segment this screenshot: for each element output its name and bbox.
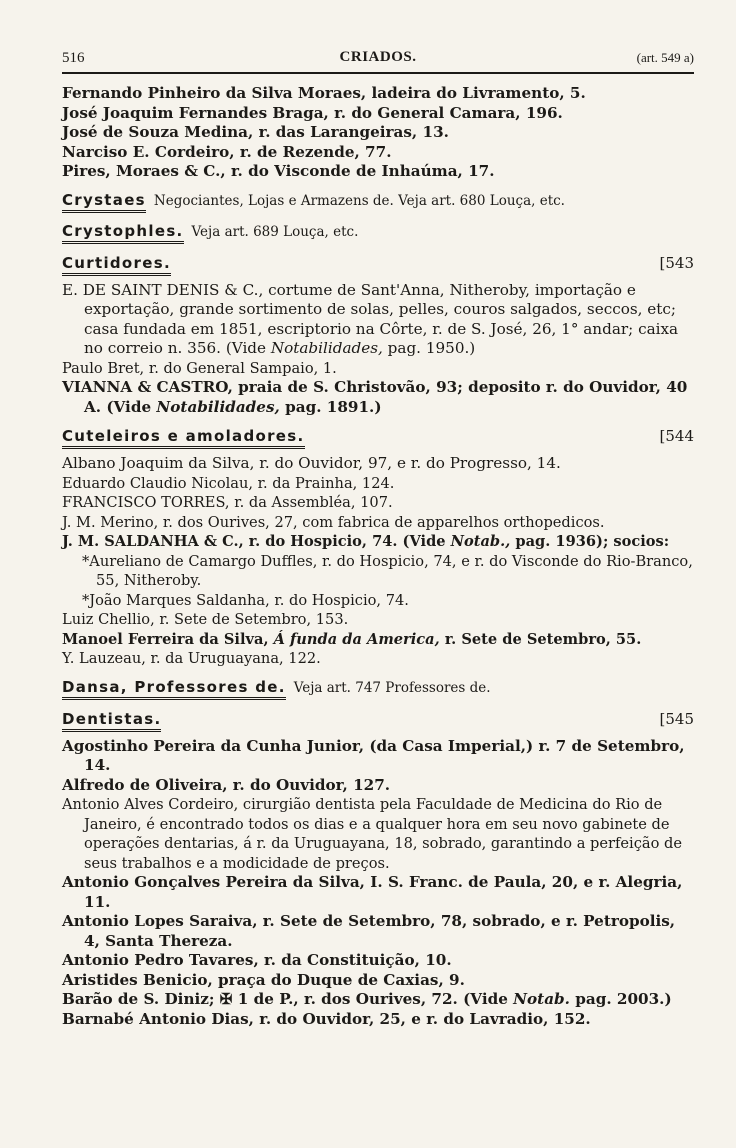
directory-content xyxy=(62,84,694,1029)
page-title: CRIADOS. xyxy=(339,49,417,65)
section-note: Veja art. 747 Professores de. xyxy=(293,679,491,696)
list-item: Antonio Gonçalves Pereira da Silva, I. S. Franc. de Paula, 20, e r. Alegria, 11. xyxy=(62,873,683,911)
list-item: Luiz Chellio, r. Sete de Setembro, 153. xyxy=(62,611,349,628)
section-number: [545 xyxy=(659,709,694,728)
section-crystophles xyxy=(62,223,694,244)
section-heading: Crystaes xyxy=(62,192,146,213)
section-heading: Dentistas. xyxy=(62,711,161,732)
list-item: Barnabé Antonio Dias, r. do Ouvidor, 25, e r. do Lavradio, 152. xyxy=(62,1009,591,1028)
list-item: Antonio Lopes Saraiva, r. Sete de Setembro, 78, sobrado, e r. Petropolis, 4, Santa Thereza. xyxy=(62,912,676,950)
list-item: Antonio Alves Cordeiro, cirurgião dentista pela Faculdade de Medicina do Rio de Janeiro, é encontrado todos os dias e a qualquer hora em seu novo gabinete de operações dentarias, á r. da Uruguayana, 18, sobrado, garantindo a perfeição de seus trabalhos e a modicidade de preços. xyxy=(62,796,682,872)
list-item: FRANCISCO TORRES, r. da Assembléa, 107. xyxy=(62,494,393,511)
section-dansa xyxy=(62,679,694,700)
list-item: Manoel Ferreira da Silva, Á funda da America, r. Sete de Setembro, 55. xyxy=(62,630,642,648)
section-curtidores xyxy=(62,254,694,276)
list-item: José Joaquim Fernandes Braga, r. do General Camara, 196. xyxy=(62,103,563,122)
list-item: Aristides Benicio, praça do Duque de Caxias, 9. xyxy=(62,970,465,989)
list-item: Albano Joaquim da Silva, r. do Ouvidor, 97, e r. do Progresso, 14. xyxy=(62,454,561,472)
section-number: [543 xyxy=(659,253,694,272)
section-heading: Crystophles. xyxy=(62,223,184,244)
list-item: VIANNA & CASTRO, praia de S. Christovão, 93; deposito r. do Ouvidor, 40 A. (Vide Notabilidades, pag. 1891.) xyxy=(62,378,688,416)
list-item: Eduardo Claudio Nicolau, r. da Prainha, 124. xyxy=(62,474,395,492)
list-item: Alfredo de Oliveira, r. do Ouvidor, 127. xyxy=(62,775,391,794)
article-reference: (art. 549 a) xyxy=(636,50,694,65)
section-criados-continued xyxy=(62,84,694,182)
list-item: Paulo Bret, r. do General Sampaio, 1. xyxy=(62,359,337,377)
section-crystaes xyxy=(62,192,694,213)
section-heading: Cuteleiros e amoladores. xyxy=(62,428,305,449)
list-item: Y. Lauzeau, r. da Uruguayana, 122. xyxy=(62,650,321,667)
section-cuteleiros xyxy=(62,427,694,449)
page-number: 516 xyxy=(62,50,85,66)
section-note: Negociantes, Lojas e Armazens de. Veja art. 680 Louça, etc. xyxy=(153,192,565,209)
section-dentistas xyxy=(62,710,694,732)
section-note: Veja art. 689 Louça, etc. xyxy=(191,223,359,240)
list-item: Antonio Pedro Tavares, r. da Constituição, 10. xyxy=(62,951,452,969)
section-number: [544 xyxy=(659,427,694,445)
list-item: J. M. Merino, r. dos Ourives, 27, com fabrica de apparelhos orthopedicos. xyxy=(62,513,605,531)
page-header xyxy=(62,48,694,72)
list-item: Narciso E. Cordeiro, r. de Rezende, 77. xyxy=(62,142,392,161)
list-subitem: *Aureliano de Camargo Duffles, r. do Hospicio, 74, e r. do Visconde do Rio-Branco, 55, Nitheroby. xyxy=(82,552,693,589)
list-item: Fernando Pinheiro da Silva Moraes, ladeira do Livramento, 5. xyxy=(62,84,586,102)
list-item: Pires, Moraes & C., r. do Visconde de Inhaúma, 17. xyxy=(62,162,495,180)
list-subitem: *João Marques Saldanha, r. do Hospicio, 74. xyxy=(82,591,409,609)
section-heading: Dansa, Professores de. xyxy=(62,679,286,700)
header-rule xyxy=(62,72,694,74)
section-heading: Curtidores. xyxy=(62,255,171,276)
list-item: E. DE SAINT DENIS & C., cortume de Sant'Anna, Nitheroby, importação e exportação, grande sortimento de solas, pelles, couros salgados, seccos, etc; casa fundada em 1851, escriptorio na Côrte, r. de S. José, 26, 1° andar; caixa no correio n. 356. (Vide Notabilidades, pag. 1950.) xyxy=(62,280,679,357)
list-item: José de Souza Medina, r. das Larangeiras, 13. xyxy=(62,123,449,141)
list-item: Agostinho Pereira da Cunha Junior, (da Casa Imperial,) r. 7 de Setembro, 14. xyxy=(62,736,685,774)
list-item: J. M. SALDANHA & C., r. do Hospicio, 74. (Vide Notab., pag. 1936); socios: xyxy=(62,533,670,550)
list-item: Barão de S. Diniz; ✠ 1 de P., r. dos Ourives, 72. (Vide Notab. pag. 2003.) xyxy=(62,990,672,1008)
